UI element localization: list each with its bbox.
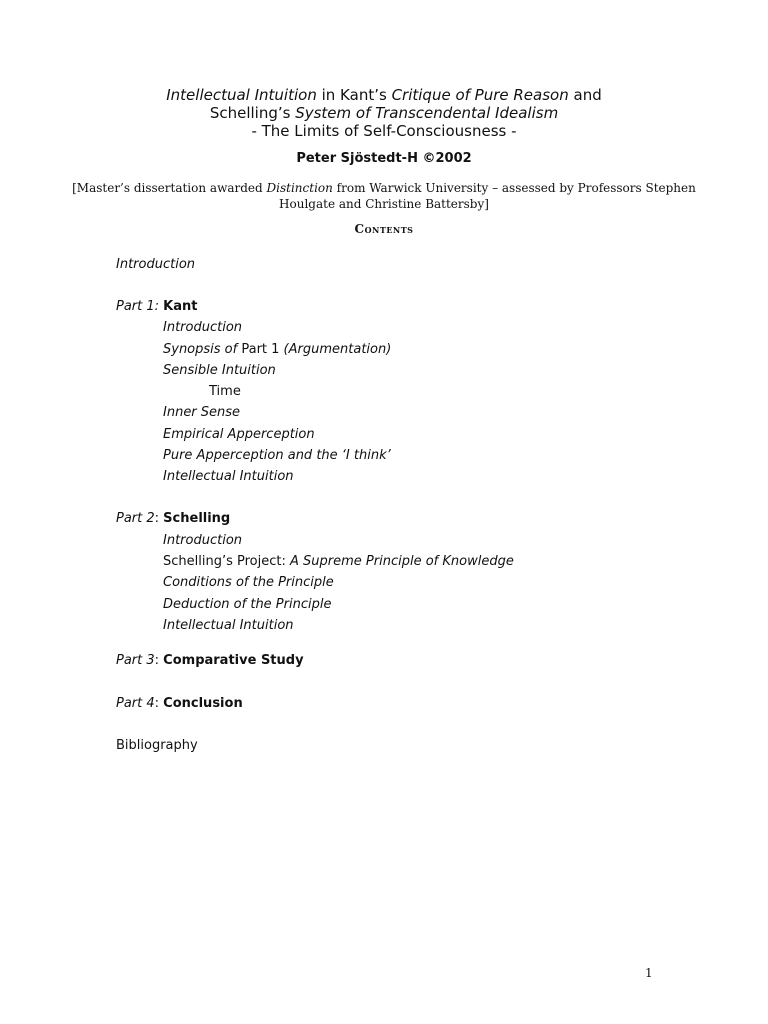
toc-entry-label: Introduction xyxy=(163,320,243,335)
title-line-1 xyxy=(0,86,768,105)
title-text: Schelling’s xyxy=(209,104,296,122)
subtitle: - The Limits of Self-Consciousness - xyxy=(251,122,517,140)
toc-part2-conditions xyxy=(163,575,334,590)
toc-entry-label: Synopsis of xyxy=(163,342,242,357)
page-number: 1 xyxy=(645,966,653,980)
part-name: Schelling xyxy=(163,511,231,526)
part-label: Part 4 xyxy=(116,696,155,711)
title-line-2 xyxy=(0,104,768,123)
part-name: Kant xyxy=(163,299,198,314)
toc-entry-label: Introduction xyxy=(116,257,196,272)
toc-part1-sensible-intuition xyxy=(163,363,276,378)
part-name: Comparative Study xyxy=(163,653,304,668)
note-distinction: Distinction xyxy=(266,181,333,195)
title-book-kant: Critique of Pure Reason xyxy=(391,86,569,104)
toc-part1-empirical-apperception xyxy=(163,427,315,442)
dissertation-note-line-1 xyxy=(0,180,768,196)
title-work-term: Intellectual Intuition xyxy=(166,86,317,104)
toc-part1-inner-sense xyxy=(163,405,240,420)
note-text: [Master’s dissertation awarded xyxy=(72,181,267,195)
toc-part1-heading xyxy=(116,299,198,314)
title-text: and xyxy=(568,86,602,104)
toc-entry-label: Pure Apperception and the ‘I think’ xyxy=(163,448,391,463)
toc-bibliography: Bibliography xyxy=(116,738,198,753)
toc-entry-label: Conditions of the Principle xyxy=(163,575,334,590)
part-label: Part 1: xyxy=(116,299,160,314)
toc-part2-project xyxy=(163,554,514,569)
toc-part1-intellectual-intuition xyxy=(163,469,294,484)
toc-part4-heading: Part 4: Conclusion xyxy=(116,696,243,711)
toc-entry-label: Introduction xyxy=(163,533,243,548)
title-text: in Kant’s xyxy=(316,86,392,104)
toc-part1-time: Time xyxy=(209,384,241,399)
toc-part2-intellectual-intuition xyxy=(163,618,294,633)
part-label: Part 3 xyxy=(116,653,155,668)
toc-entry-label: Intellectual Intuition xyxy=(163,469,294,484)
toc-part1-introduction xyxy=(163,320,242,335)
title-book-schelling: System of Transcendental Idealism xyxy=(295,104,559,122)
part-name: Conclusion xyxy=(163,696,243,711)
toc-entry-label: A Supreme Principle of Knowledge xyxy=(290,554,514,569)
contents-heading: Contents xyxy=(354,222,414,236)
note-text: from Warwick University – assessed by Professors Stephen xyxy=(332,181,696,195)
toc-entry-label: Deduction of the Principle xyxy=(163,597,332,612)
toc-part2-deduction xyxy=(163,597,331,612)
toc-part2-heading: Part 2: Schelling xyxy=(116,511,231,526)
toc-entry-label: Intellectual Intuition xyxy=(163,618,294,633)
toc-introduction xyxy=(116,257,195,272)
toc-entry-label: Schelling’s Project: xyxy=(163,554,290,569)
toc-entry-label: Empirical Apperception xyxy=(163,427,315,442)
part-label: Part 2 xyxy=(116,511,155,526)
toc-part3-heading: Part 3: Comparative Study xyxy=(116,653,304,668)
toc-part1-pure-apperception xyxy=(163,448,391,463)
toc-part2-introduction xyxy=(163,533,242,548)
toc-entry-label: Part 1 xyxy=(241,342,280,357)
author-line: Peter Sjöstedt-H ©2002 xyxy=(296,151,472,166)
toc-entry-label: (Argumentation) xyxy=(279,342,392,357)
toc-entry-label: Sensible Intuition xyxy=(163,363,276,378)
toc-part1-synopsis xyxy=(163,342,391,357)
dissertation-note-line-2: Houlgate and Christine Battersby] xyxy=(279,197,489,211)
toc-entry-label: Inner Sense xyxy=(163,405,241,420)
